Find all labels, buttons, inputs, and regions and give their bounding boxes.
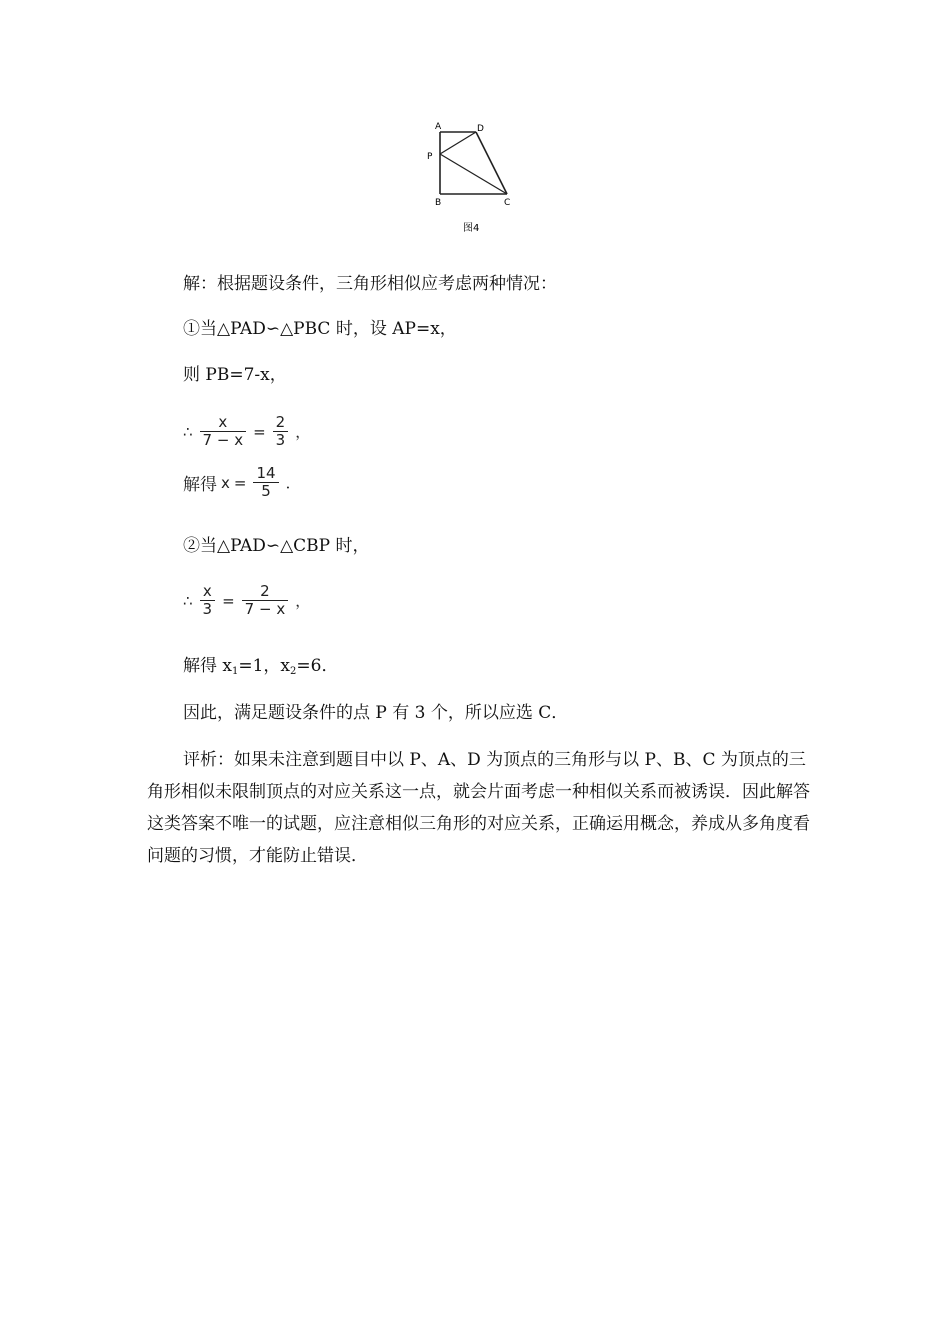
denominator: 7 − x [242, 600, 289, 618]
numerator: 2 [275, 413, 286, 431]
figure-caption: 图4 [463, 223, 480, 234]
denominator: 5 [253, 482, 278, 500]
numerator: 14 [256, 464, 276, 482]
fraction-x-over-3 [200, 583, 216, 618]
numerator: x [218, 413, 228, 431]
conclusion: 因此，满足题设条件的点 P 有 3 个，所以应选 C． [183, 703, 569, 723]
equals-sign: = [233, 473, 247, 492]
solution-intro: 解：根据题设条件，三角形相似应考虑两种情况： [183, 274, 557, 294]
therefore-symbol: ∴ [183, 422, 193, 441]
equation-1-solution [183, 465, 301, 500]
numerator: x [202, 582, 212, 600]
analysis-paragraph: 评析：如果未注意到题目中以 P、A、D 为顶点的三角形与以 P、B、C 为顶点的三角形相似未限制顶点的对应关系这一点，就会片面考虑一种相似关系而被诱误．因此解答这类答案不唯一的试题，应注意相似三角形的对应关系，正确运用概念，养成从多角度看问题的习惯，才能防止错误． [147, 750, 810, 866]
therefore-symbol: ∴ [183, 591, 193, 610]
label-a: A [435, 122, 442, 132]
case1-statement: ①当△PAD∽△PBC 时，设 AP=x， [183, 319, 457, 339]
fraction-x-over-7-minus-x [200, 414, 247, 449]
comma: ， [295, 592, 311, 610]
equation-1 [183, 414, 310, 449]
period: ． [285, 474, 301, 492]
geometry-figure [418, 112, 528, 240]
label-d: D [477, 124, 484, 134]
case2-statement: ②当△PAD∽△CBP 时， [183, 536, 370, 556]
equals-sign: = [222, 591, 235, 610]
denominator: 3 [273, 431, 289, 449]
fraction-2-over-7-minus-x [242, 583, 289, 618]
label-p: P [427, 152, 433, 162]
solved-prefix: 解得 x [183, 656, 232, 676]
x2-value: =6． [296, 656, 339, 676]
denominator: 7 − x [200, 431, 247, 449]
trapezoid-diagram [418, 112, 528, 240]
label-b: B [435, 198, 442, 208]
fraction-2-over-3 [273, 414, 289, 449]
case1-pb: 则 PB=7-x， [183, 365, 287, 385]
x1-value: =1，x [238, 656, 291, 676]
solved-label: 解得 [183, 475, 217, 495]
variable-x: x [221, 473, 230, 492]
denominator: 3 [200, 600, 216, 618]
segment-pd [440, 132, 476, 154]
fraction-14-over-5 [253, 465, 278, 500]
equation-2 [183, 583, 310, 618]
label-c: C [504, 198, 511, 208]
equals-sign: = [253, 422, 266, 441]
x2-subscript: 2 [290, 666, 297, 677]
case2-solution [183, 655, 338, 683]
comma: ， [295, 423, 311, 441]
x1-subscript: 1 [232, 666, 239, 677]
numerator: 2 [260, 582, 270, 600]
